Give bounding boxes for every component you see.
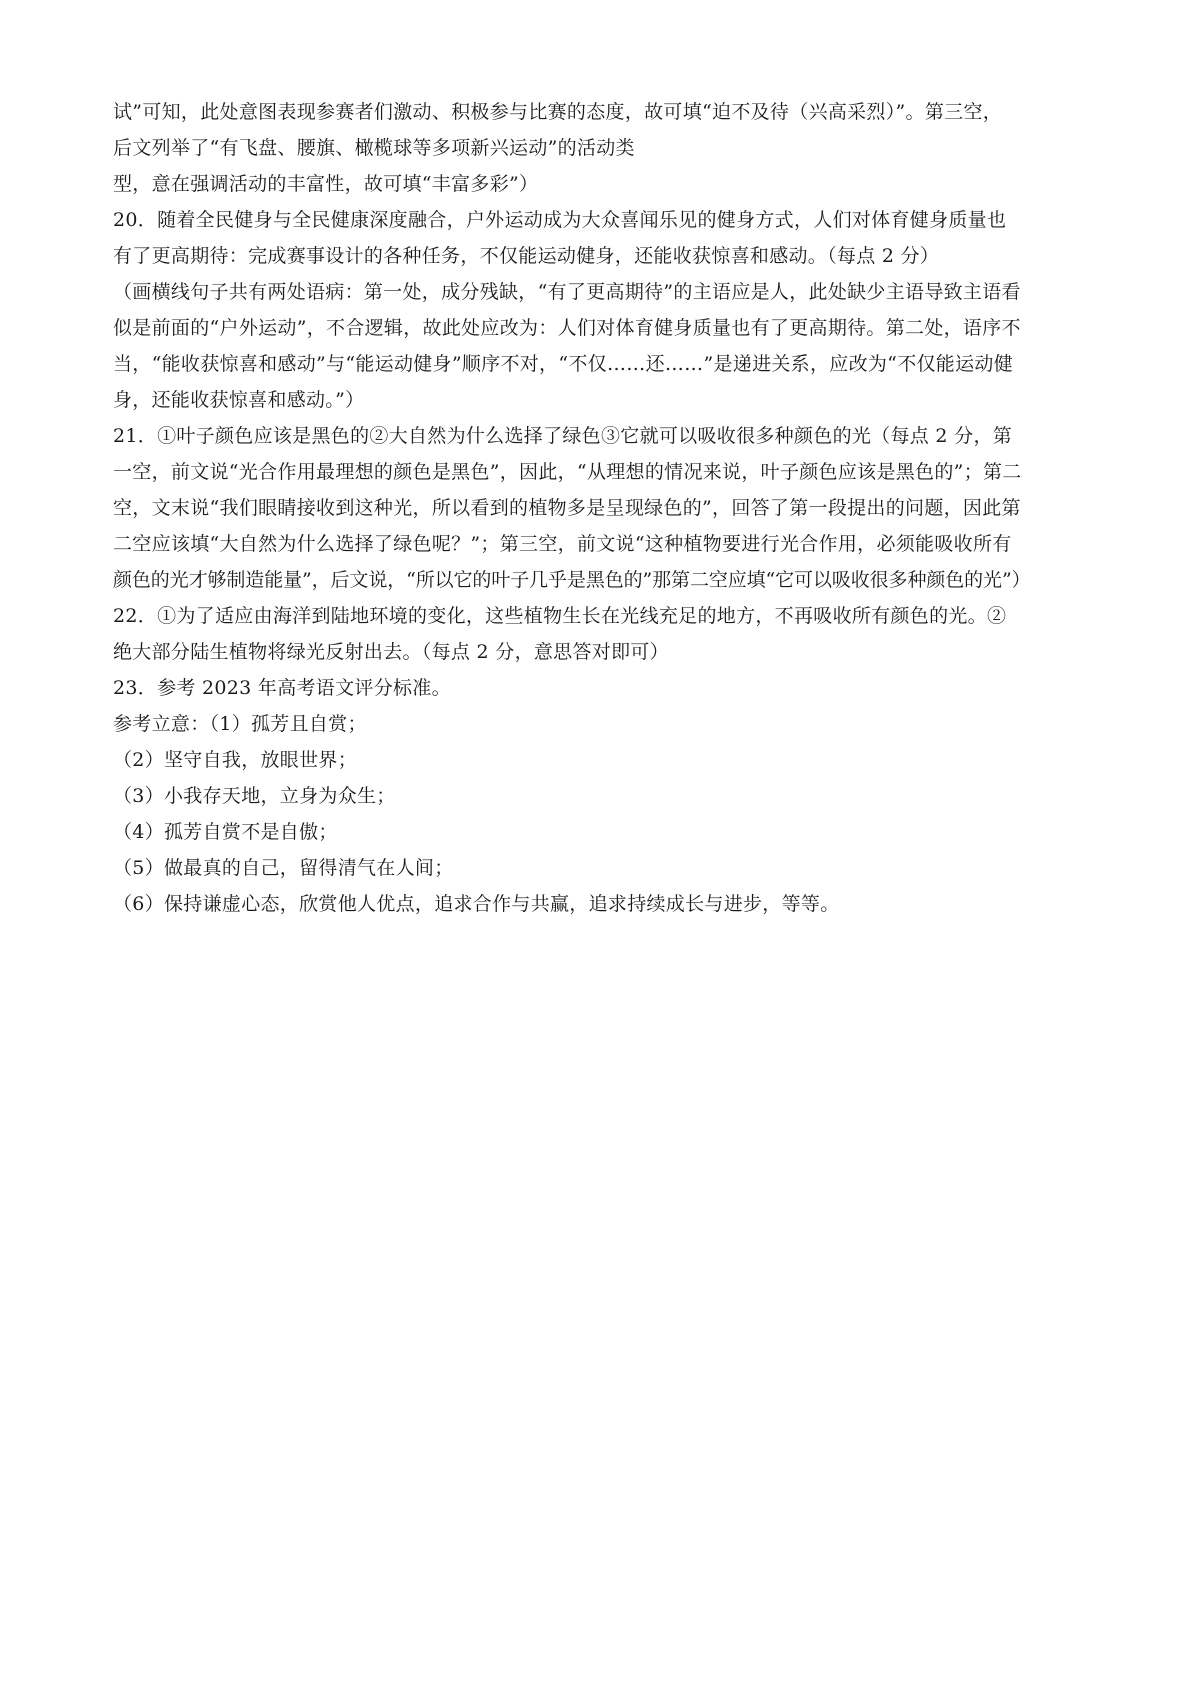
theme-item: （6）保持谦虚心态，欣赏他人优点，追求合作与共赢，追求持续成长与进步，等等。 xyxy=(113,893,840,915)
theme-item: （2）坚守自我，放眼世界； xyxy=(113,749,357,771)
text-line: 空，文末说“我们眼睛接收到这种光，所以看到的植物多是呈现绿色的”，回答了第一段提出的问题，因此第 xyxy=(113,497,1021,519)
text-line: 一空，前文说“光合作用最理想的颜色是黑色”，因此，“从理想的情况来说，叶子颜色应该是黑色的”；第二 xyxy=(113,461,1022,483)
text-line: 试”可知，此处意图表现参赛者们激动、积极参与比赛的态度，故可填“迫不及待（兴高采烈）”。第三空， xyxy=(113,101,1003,123)
text-line: 后文列举了“有飞盘、腰旗、橄榄球等多项新兴运动”的活动类 xyxy=(113,137,635,159)
theme-item: （4）孤芳自赏不是自傲； xyxy=(113,821,338,843)
text-line: 似是前面的“户外运动”，不合逻辑，故此处应改为：人们对体育健身质量也有了更高期待。第二处，语序不 xyxy=(113,317,1021,339)
text-line: （画横线句子共有两处语病：第一处，成分残缺，“有了更高期待”的主语应是人，此处缺少主语导致主语看 xyxy=(113,281,1021,303)
text-line: 有了更高期待：完成赛事设计的各种任务，不仅能运动健身，还能收获惊喜和感动。（每点 2 分） xyxy=(113,245,940,267)
text-line: 身，还能收获惊喜和感动。”） xyxy=(113,389,365,411)
answer-23-line: 23．参考 2023 年高考语文评分标准。 xyxy=(113,677,451,699)
theme-item: （3）小我存天地，立身为众生； xyxy=(113,785,396,807)
text-line: 型，意在强调活动的丰富性，故可填“丰富多彩”） xyxy=(113,173,539,195)
answer-text-block xyxy=(113,94,1103,922)
text-line: 当，“能收获惊喜和感动”与“能运动健身”顺序不对，“不仅……还……”是递进关系，应改为“不仅能运动健 xyxy=(113,353,1013,375)
theme-heading-line: 参考立意：（1）孤芳且自赏； xyxy=(113,713,367,735)
answer-21-line: 21．①叶子颜色应该是黑色的②大自然为什么选择了绿色③它就可以吸收很多种颜色的光（每点 2 分，第 xyxy=(113,425,1013,447)
theme-item: （5）做最真的自己，留得清气在人间； xyxy=(113,857,454,879)
answer-20-line: 20．随着全民健身与全民健康深度融合，户外运动成为大众喜闻乐见的健身方式，人们对体育健身质量也 xyxy=(113,209,1007,231)
text-line: 颜色的光才够制造能量”，后文说，“所以它的叶子几乎是黑色的”那第二空应填“它可以吸收很多种颜色的光”） xyxy=(113,569,1031,591)
text-line: 绝大部分陆生植物将绿光反射出去。（每点 2 分，意思答对即可） xyxy=(113,641,669,663)
text-line: 二空应该填“大自然为什么选择了绿色呢？”；第三空，前文说“这种植物要进行光合作用，必须能吸收所有 xyxy=(113,533,1012,555)
answer-22-line: 22．①为了适应由海洋到陆地环境的变化，这些植物生长在光线充足的地方，不再吸收所有颜色的光。② xyxy=(113,605,1007,627)
